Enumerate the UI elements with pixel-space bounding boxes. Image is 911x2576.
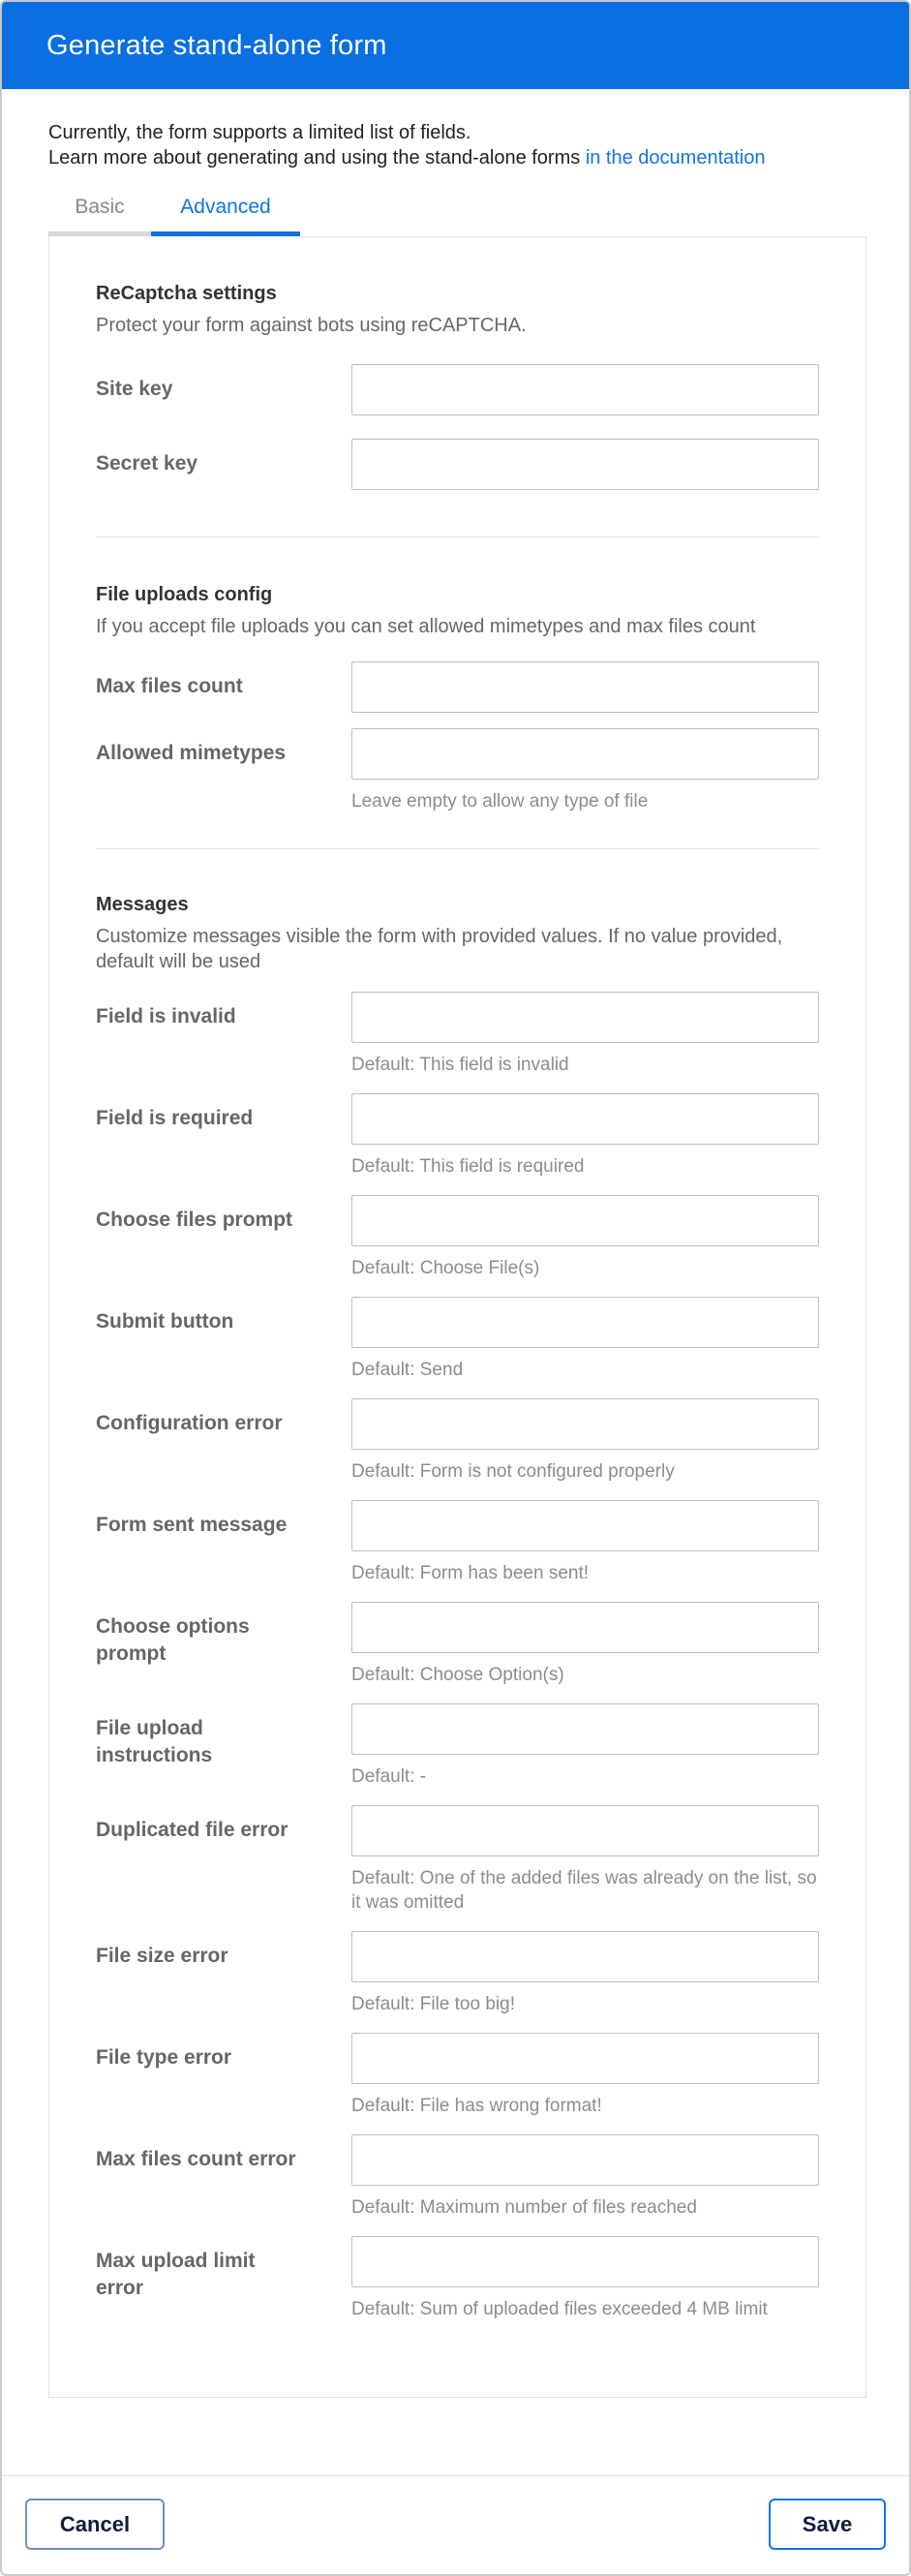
save-button[interactable]: Save — [769, 2499, 886, 2550]
site-key-label: Site key — [96, 378, 173, 400]
cancel-button[interactable]: Cancel — [25, 2499, 165, 2550]
mimetypes-input[interactable] — [351, 728, 819, 780]
max-files-row — [96, 661, 819, 713]
choose-options-prompt-input[interactable] — [351, 1602, 819, 1653]
configuration-error-input[interactable] — [351, 1398, 819, 1450]
messages-title: Messages — [96, 894, 189, 915]
message-hint: Default: Maximum number of files reached — [351, 2197, 697, 2218]
max-upload-limit-error-input[interactable] — [351, 2236, 819, 2287]
mimetypes-hint: Leave empty to allow any type of file — [351, 791, 649, 812]
recaptcha-desc: Protect your form against bots using reCAPTCHA. — [96, 315, 527, 336]
message-label: Max files count error — [96, 2148, 296, 2170]
uploads-title: File uploads config — [96, 584, 273, 605]
message-row — [96, 1703, 819, 1789]
recaptcha-section — [49, 236, 865, 490]
message-hint: Default: Send — [351, 1360, 464, 1380]
panel-top-border — [301, 236, 865, 237]
submit-button-input[interactable] — [351, 1297, 819, 1348]
modal-title: Generate stand-alone form — [46, 29, 387, 61]
message-row — [96, 1398, 819, 1484]
message-hint: Default: File has wrong format! — [351, 2096, 602, 2116]
message-hint: Default: Choose File(s) — [351, 1258, 540, 1278]
message-hint: Default: - — [351, 1766, 427, 1787]
message-hint: Default: Choose Option(s) — [351, 1665, 564, 1685]
file-type-error-input[interactable] — [351, 2033, 819, 2084]
field-required-input[interactable] — [351, 1093, 819, 1145]
message-hint: Default: This field is invalid — [351, 1055, 569, 1075]
site-key-input[interactable] — [351, 364, 819, 415]
message-row — [96, 1093, 819, 1179]
message-hint: Default: File too big! — [351, 1994, 515, 2014]
message-row — [96, 992, 819, 1077]
message-label: Configuration error — [96, 1412, 283, 1434]
field-invalid-input[interactable] — [351, 992, 819, 1043]
message-row — [96, 1297, 819, 1382]
max-files-label: Max files count — [96, 675, 243, 697]
secret-key-label: Secret key — [96, 452, 198, 475]
message-row — [96, 2033, 819, 2118]
message-label: File upload instructions — [96, 1717, 213, 1766]
secret-key-row — [96, 439, 819, 490]
advanced-panel — [48, 236, 866, 2398]
message-label: Field is invalid — [96, 1005, 236, 1027]
intro-line-2-text: Learn more about generating and using the stand-alone forms — [48, 147, 586, 169]
form-sent-message-input[interactable] — [351, 1500, 819, 1551]
message-label: File size error — [96, 1945, 228, 1967]
site-key-row — [96, 364, 819, 415]
message-row — [96, 2236, 819, 2321]
modal-footer — [2, 2475, 909, 2574]
intro-text — [2, 89, 909, 170]
choose-files-prompt-input[interactable] — [351, 1195, 819, 1246]
message-row — [96, 1500, 819, 1585]
message-hint: Default: This field is required — [351, 1156, 585, 1177]
messages-desc: Customize messages visible the form with provided values. If no value provided, default will be used — [96, 926, 783, 972]
intro-line-2 — [48, 145, 863, 170]
max-files-input[interactable] — [351, 661, 819, 713]
secret-key-input[interactable] — [351, 439, 819, 490]
uploads-section — [49, 537, 865, 813]
message-hint: Default: Form is not configured properly — [351, 1461, 675, 1482]
message-row — [96, 1602, 819, 1687]
modal-header — [2, 2, 909, 89]
mimetypes-label: Allowed mimetypes — [96, 742, 287, 764]
message-label: Submit button — [96, 1310, 234, 1333]
message-hint: Default: Form has been sent! — [351, 1563, 590, 1583]
message-label: Max upload limit error — [96, 2250, 256, 2299]
message-hint: Default: One of the added files was already on the list, so it was omitted — [351, 1868, 817, 1913]
tab-advanced[interactable]: Advanced — [151, 192, 300, 236]
messages-section — [49, 849, 865, 2321]
duplicated-file-error-input[interactable] — [351, 1805, 819, 1856]
message-label: Choose files prompt — [96, 1209, 293, 1231]
message-label: Duplicated file error — [96, 1819, 288, 1841]
message-label: File type error — [96, 2046, 232, 2069]
message-row — [96, 1931, 819, 2016]
message-row — [96, 2134, 819, 2220]
mimetypes-row — [96, 728, 819, 813]
message-label: Form sent message — [96, 1514, 288, 1536]
uploads-desc: If you accept file uploads you can set allowed mimetypes and max files count — [96, 616, 756, 637]
intro-line-1: Currently, the form supports a limited list of fields. — [48, 122, 471, 143]
message-label: Field is required — [96, 1107, 254, 1129]
message-label: Choose options prompt — [96, 1615, 250, 1665]
max-files-count-error-input[interactable] — [351, 2134, 819, 2186]
message-hint: Default: Sum of uploaded files exceeded 4 MB limit — [351, 2299, 768, 2319]
file-size-error-input[interactable] — [351, 1931, 819, 1982]
tab-basic[interactable]: Basic — [48, 192, 151, 236]
file-upload-instructions-input[interactable] — [351, 1703, 819, 1755]
recaptcha-title: ReCaptcha settings — [96, 283, 277, 304]
tab-bar — [48, 192, 866, 236]
message-row — [96, 1805, 819, 1915]
message-row — [96, 1195, 819, 1280]
documentation-link[interactable]: in the documentation — [585, 147, 766, 169]
